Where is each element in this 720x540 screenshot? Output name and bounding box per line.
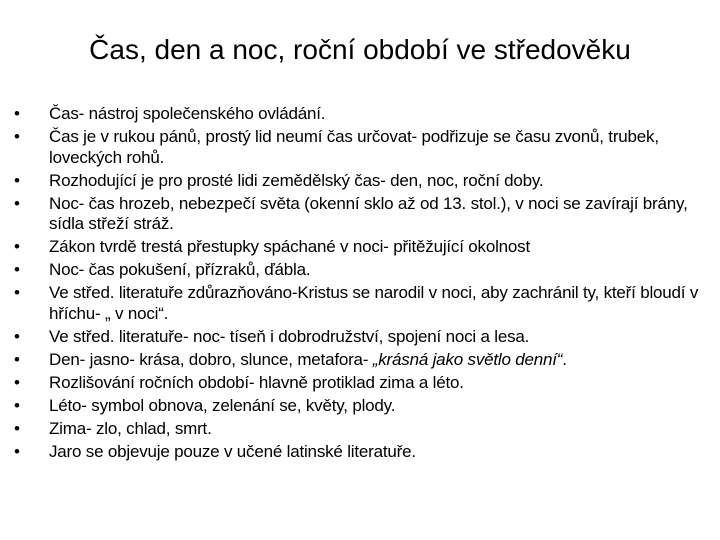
bullet-marker: • xyxy=(14,441,20,461)
bullet-item xyxy=(14,104,714,125)
bullet-item xyxy=(14,194,714,235)
bullet-marker: • xyxy=(14,260,20,279)
bullet-marker: • xyxy=(14,127,20,146)
bullet-marker: • xyxy=(14,372,20,392)
bullet-marker: • xyxy=(14,283,20,302)
bullet-text: Zákon tvrdě trestá přestupky spáchané v noci- přitěžující okolnost xyxy=(49,237,530,256)
bullet-text: Zima- zlo, chlad, smrt. xyxy=(49,418,212,438)
slide-title: Čas, den a noc, roční období ve středověku xyxy=(89,34,631,65)
bullet-text: Rozhodující je pro prosté lidi zemědělský čas- den, noc, roční doby. xyxy=(49,170,544,190)
bullet-item xyxy=(14,396,714,417)
bullet-item xyxy=(14,442,714,463)
bullet-item xyxy=(14,350,714,371)
bullet-text: Jaro se objevuje pouze v učené latinské literatuře. xyxy=(49,441,416,461)
bullet-text: Noc- čas hrozeb, nebezpečí světa (okenní sklo až od 13. stol.), v noci se zavírají brány, sídla střeží stráž. xyxy=(49,193,688,233)
bullet-marker: • xyxy=(14,193,20,213)
bullet-quote: „krásná jako světlo denní“ xyxy=(372,349,563,369)
bullet-item xyxy=(14,419,714,440)
bullet-item xyxy=(14,283,714,324)
bullet-item xyxy=(14,327,714,348)
bullet-text: Ve střed. literatuře zdůrazňováno-Kristus se narodil v noci, aby zachránil ty, kteří bloudí v hříchu- „ v noci“. xyxy=(49,283,699,323)
bullet-item xyxy=(14,373,714,394)
bullet-marker: • xyxy=(14,104,20,123)
bullet-marker: • xyxy=(14,349,20,369)
bullet-item xyxy=(14,260,714,281)
bullet-marker: • xyxy=(14,395,20,415)
bullet-item xyxy=(14,171,714,192)
bullet-list xyxy=(14,104,714,465)
bullet-marker: • xyxy=(14,326,20,346)
bullet-text: Noc- čas pokušení, přízraků, ďábla. xyxy=(49,260,311,279)
bullet-text: Léto- symbol obnova, zelenání se, květy, plody. xyxy=(49,395,396,415)
bullet-marker: • xyxy=(14,170,20,190)
bullet-marker: • xyxy=(14,237,20,256)
bullet-text: Čas- nástroj společenského ovládání. xyxy=(49,104,326,123)
bullet-item xyxy=(14,237,714,258)
bullet-text-end: . xyxy=(562,349,567,369)
bullet-text: Ve střed. literatuře- noc- tíseň i dobrodružství, spojení noci a lesa. xyxy=(49,326,530,346)
bullet-item xyxy=(14,127,714,168)
bullet-marker: • xyxy=(14,418,20,438)
bullet-text: Rozlišování ročních období- hlavně protiklad zima a léto. xyxy=(49,372,464,392)
bullet-text: Den- jasno- krása, dobro, slunce, metafora- xyxy=(49,349,373,369)
bullet-text: Čas je v rukou pánů, prostý lid neumí čas určovat- podřizuje se času zvonů, trubek, loveckých rohů. xyxy=(49,127,659,167)
